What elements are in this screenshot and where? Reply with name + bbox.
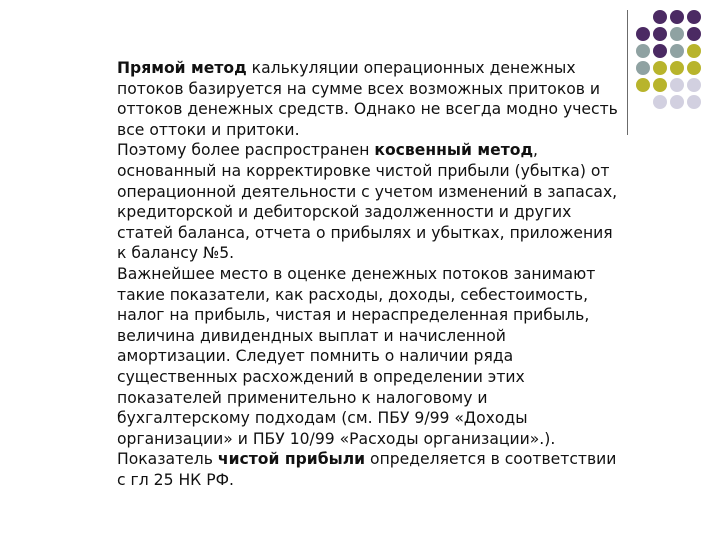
term-indirect-method: косвенный метод (374, 141, 534, 160)
decorative-dot-olive (687, 61, 701, 75)
decorative-dot-gray (670, 27, 684, 41)
decorative-dot-lavender (687, 78, 701, 92)
term-net-profit: чистой прибыли (217, 450, 366, 469)
term-direct-method: Прямой метод (117, 59, 247, 77)
decorative-dot-olive (670, 61, 684, 75)
decorative-dot-gray (636, 44, 650, 58)
paragraph-indirect-method (23, 140, 623, 264)
decorative-dot-purple (687, 10, 701, 24)
decorative-dot-purple (670, 10, 684, 24)
paragraph-text: Поэтому более распространен (117, 141, 375, 160)
decorative-dot-purple (636, 27, 650, 41)
vertical-divider (627, 10, 628, 135)
decorative-dot-gray (670, 44, 684, 58)
decorative-dot-lavender (653, 95, 667, 109)
decorative-dot-purple (653, 27, 667, 41)
decorative-dot-gray (636, 61, 650, 75)
decorative-dot-purple (687, 27, 701, 41)
paragraph-text: Важнейшее место в оценке денежных потоков занимают такие показатели, как расходы, доходы, себестоимость, налог на прибыль, чистая и нераспределенная прибыль, величина дивидендных выплат и начисленной амортизации. Следует помнить о наличии ряда существенных расхождений в определении этих показателей применительно к налоговому и бухгалтерскому подходам (см. ПБУ 9/99 «Доходы организации» и ПБУ 10/99 «Расходы организации».). Показатель (117, 264, 596, 469)
decorative-dot-lavender (687, 95, 701, 109)
decorative-dot-olive (687, 44, 701, 58)
decorative-dot-olive (636, 78, 650, 92)
paragraph-text: определяется в соответствии с гл 25 НК РФ. (117, 450, 617, 489)
paragraph-direct-method (23, 58, 623, 140)
paragraph-text: , основанный на корректировке чистой прибыли (убытка) от операционной деятельности с учетом изменений в запасах, кредиторской и дебиторской задолженности и других статей баланса, отчета о прибылях и убытках, приложения к балансу №5. (117, 141, 618, 263)
body-text (23, 58, 623, 490)
decorative-dot-grid (636, 10, 703, 111)
decorative-dot-purple (653, 44, 667, 58)
paragraph-indicators (23, 264, 623, 491)
decorative-dot-olive (653, 61, 667, 75)
paragraph-text: калькуляции операционных денежных потоков базируется на сумме всех возможных притоков и оттоков денежных средств. Однако не всегда модно учесть все оттоки и притоки. (117, 59, 618, 139)
decorative-dot-olive (653, 78, 667, 92)
decorative-dot-lavender (670, 95, 684, 109)
decorative-dot-purple (653, 10, 667, 24)
decorative-dot-lavender (670, 78, 684, 92)
